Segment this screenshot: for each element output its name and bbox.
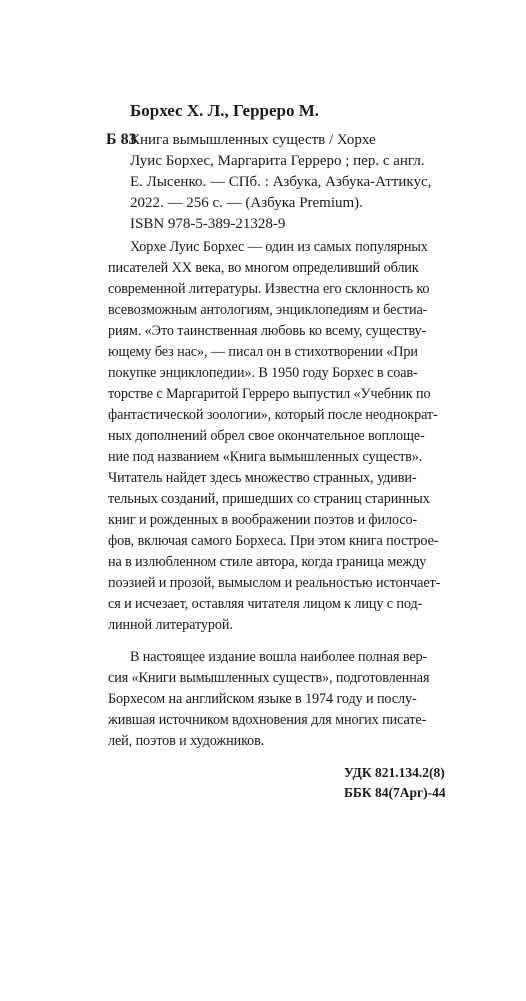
abstract-line: Борхесом на английском языке в 1974 году и послу- xyxy=(108,691,417,707)
abstract-line: ние под названием «Книга вымышленных существ». xyxy=(108,449,423,465)
description-line: Е. Лысенко. — СПб. : Азбука, Азбука-Аттикус, xyxy=(130,174,432,190)
description-line: Луис Борхес, Маргарита Герреро ; пер. с англ. xyxy=(130,153,425,169)
abstract-line: торстве с Маргаритой Герреро выпустил «Учебник по xyxy=(108,386,431,402)
abstract-line: фантастической зоологии», который после неоднократ- xyxy=(108,407,438,423)
abstract-line: Хорхе Луис Борхес — один из самых популярных xyxy=(130,239,428,255)
abstract-line: фов, включая самого Борхеса. При этом книга построе- xyxy=(108,533,439,549)
abstract-line: ющему без нас», — писал он в стихотворении «При xyxy=(108,344,418,360)
udk-code: УДК 821.134.2(8) xyxy=(344,765,445,780)
abstract-line: ся и исчезает, оставляя читателя лицом к лицу с под- xyxy=(108,596,423,612)
abstract-line: риям. «Это таинственная любовь ко всему, существу- xyxy=(108,323,427,339)
abstract-line: линной литературой. xyxy=(108,617,233,633)
abstract-line: всевозможным антологиям, энциклопедиям и бестиа- xyxy=(108,302,428,318)
abstract-line: поэзией и прозой, вымыслом и реальностью истончает- xyxy=(108,575,441,591)
abstract-line: писателей XX века, во многом определивший облик xyxy=(108,260,419,276)
abstract-line: книг и рожденных в воображении поэтов и филосо- xyxy=(108,512,418,528)
catalog-code: Б 83 xyxy=(106,131,137,148)
authors-heading: Борхес Х. Л., Герреро М. xyxy=(130,101,320,120)
abstract-line: современной литературы. Известна его склонность ко xyxy=(108,281,430,297)
abstract-line: сия «Книги вымышленных существ», подготовленная xyxy=(108,670,430,686)
description-line: 2022. — 256 с. — (Азбука Premium). xyxy=(130,195,363,211)
abstract-line: тельных созданий, пришедших со страниц старинных xyxy=(108,491,430,507)
abstract-line: Читатель найдет здесь множество странных, удиви- xyxy=(108,470,417,486)
description-line: Книга вымышленных существ / Хорхе xyxy=(130,132,376,148)
abstract-line: покупке энциклопедии». В 1950 году Борхес в соав- xyxy=(108,365,418,381)
isbn: ISBN 978-5-389-21328-9 xyxy=(130,216,286,232)
abstract-line: В настоящее издание вошла наиболее полная вер- xyxy=(130,649,428,665)
abstract-line: на в излюбленном стиле автора, когда граница между xyxy=(108,554,427,570)
abstract-line: ных дополнений обрел свое окончательное воплоще- xyxy=(108,428,425,444)
bbk-code: ББК 84(7Арг)-44 xyxy=(344,785,446,800)
abstract-line: жившая источником вдохновения для многих писате- xyxy=(108,712,427,728)
abstract-line: лей, поэтов и художников. xyxy=(108,733,265,749)
